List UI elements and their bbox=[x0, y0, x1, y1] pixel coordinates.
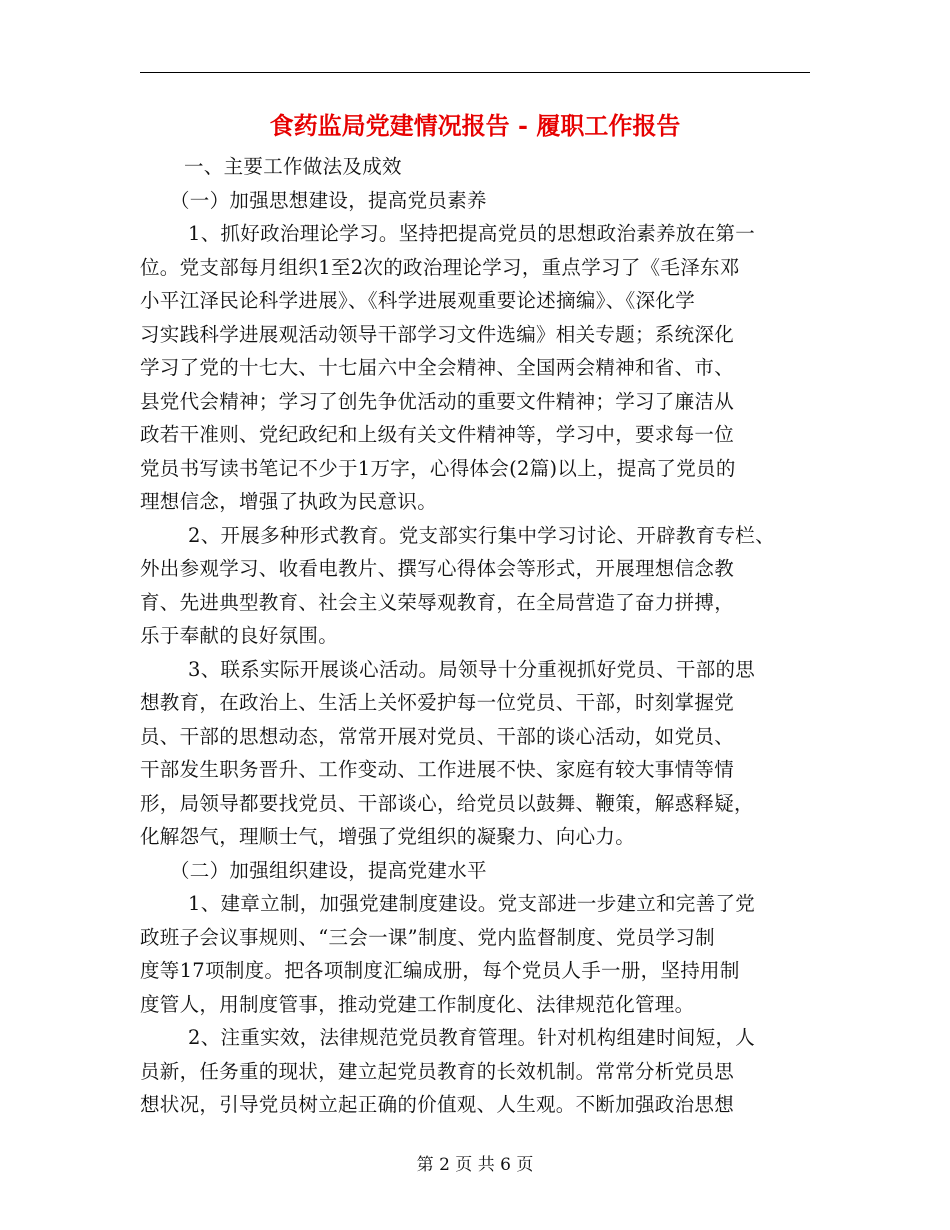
subsection-heading: （二）加强组织建设，提高党建水平 bbox=[170, 858, 487, 882]
paragraph-line: 理想信念，增强了执政为民意识。 bbox=[140, 490, 438, 513]
paragraph-line: 化解怨气，理顺士气，增强了党组织的凝聚力、向心力。 bbox=[140, 825, 636, 848]
paragraph-line: 员、干部的思想动态，常常开展对党员、干部的谈心活动，如党员、 bbox=[140, 724, 735, 748]
paragraph-line: 度管人，用制度管事，推动党建工作制度化、法律规范化管理。 bbox=[140, 992, 695, 1016]
paragraph-line: 2、开展多种形式教育。党支部实行集中学习讨论、开辟教育专栏、 bbox=[188, 523, 775, 547]
paragraph-line: 外出参观学习、收看电教片、撰写心得体会等形式，开展理想信念教 bbox=[140, 557, 735, 580]
paragraph-line: 位。党支部每月组织1至2次的政治理论学习，重点学习了《毛泽东邓 bbox=[140, 255, 740, 279]
paragraph-line: 3、联系实际开展谈心活动。局领导十分重视抓好党员、干部的思 bbox=[188, 657, 756, 681]
document-body bbox=[140, 150, 820, 1122]
paragraph-line: 习实践科学进展观活动领导干部学习文件选编》相关专题；系统深化 bbox=[140, 322, 735, 346]
section-heading: 一、主要工作做法及成效 bbox=[184, 155, 402, 178]
paragraph-line: 2、注重实效，法律规范党员教育管理。针对机构组建时间短，人 bbox=[188, 1026, 756, 1049]
paragraph-line: 1、抓好政治理论学习。坚持把提高党员的思想政治素养放在第一 bbox=[188, 222, 756, 245]
paragraph-line: 干部发生职务晋升、工作变动、工作进展不快、家庭有较大事情等情 bbox=[140, 758, 735, 781]
paragraph-line: 想状况，引导党员树立起正确的价值观、人生观。不断加强政治思想 bbox=[140, 1093, 735, 1116]
paragraph-line: 党员书写读书笔记不少于1万字，心得体会(2篇)以上，提高了党员的 bbox=[140, 456, 736, 480]
paragraph-line: 想教育，在政治上、生活上关怀爱护每一位党员、干部，时刻掌握党 bbox=[140, 691, 735, 714]
document-title: 食药监局党建情况报告 - 履职工作报告 bbox=[269, 111, 681, 140]
paragraph-line: 政若干准则、党纪政纪和上级有关文件精神等，学习中，要求每一位 bbox=[140, 423, 735, 446]
paragraph-line: 小平江泽民论科学进展》、《科学进展观重要论述摘编》、《深化学 bbox=[140, 289, 696, 312]
paragraph-line: 1、建章立制，加强党建制度建设。党支部进一步建立和完善了党 bbox=[188, 892, 756, 915]
paragraph-line: 县党代会精神；学习了创先争优活动的重要文件精神；学习了廉洁从 bbox=[140, 389, 735, 413]
page-number-footer: 第 2 页 共 6 页 bbox=[416, 1155, 534, 1175]
subsection-heading: （一）加强思想建设，提高党员素养 bbox=[170, 188, 487, 212]
paragraph-line: 乐于奉献的良好氛围。 bbox=[140, 624, 339, 647]
paragraph-line: 政班子会议事规则、“三会一课”制度、党内监督制度、党员学习制 bbox=[140, 925, 715, 949]
paragraph-line: 形，局领导都要找党员、干部谈心，给党员以鼓舞、鞭策，解惑释疑， bbox=[140, 791, 754, 815]
paragraph-line: 员新，任务重的现状，建立起党员教育的长效机制。常常分析党员思 bbox=[140, 1059, 735, 1083]
header-rule bbox=[140, 72, 810, 73]
paragraph-line: 学习了党的十七大、十七届六中全会精神、全国两会精神和省、市、 bbox=[140, 356, 735, 379]
paragraph-line: 育、先进典型教育、社会主义荣辱观教育，在全局营造了奋力拼搏， bbox=[140, 590, 735, 614]
paragraph-line: 度等17项制度。把各项制度汇编成册，每个党员人手一册，坚持用制 bbox=[140, 959, 740, 982]
